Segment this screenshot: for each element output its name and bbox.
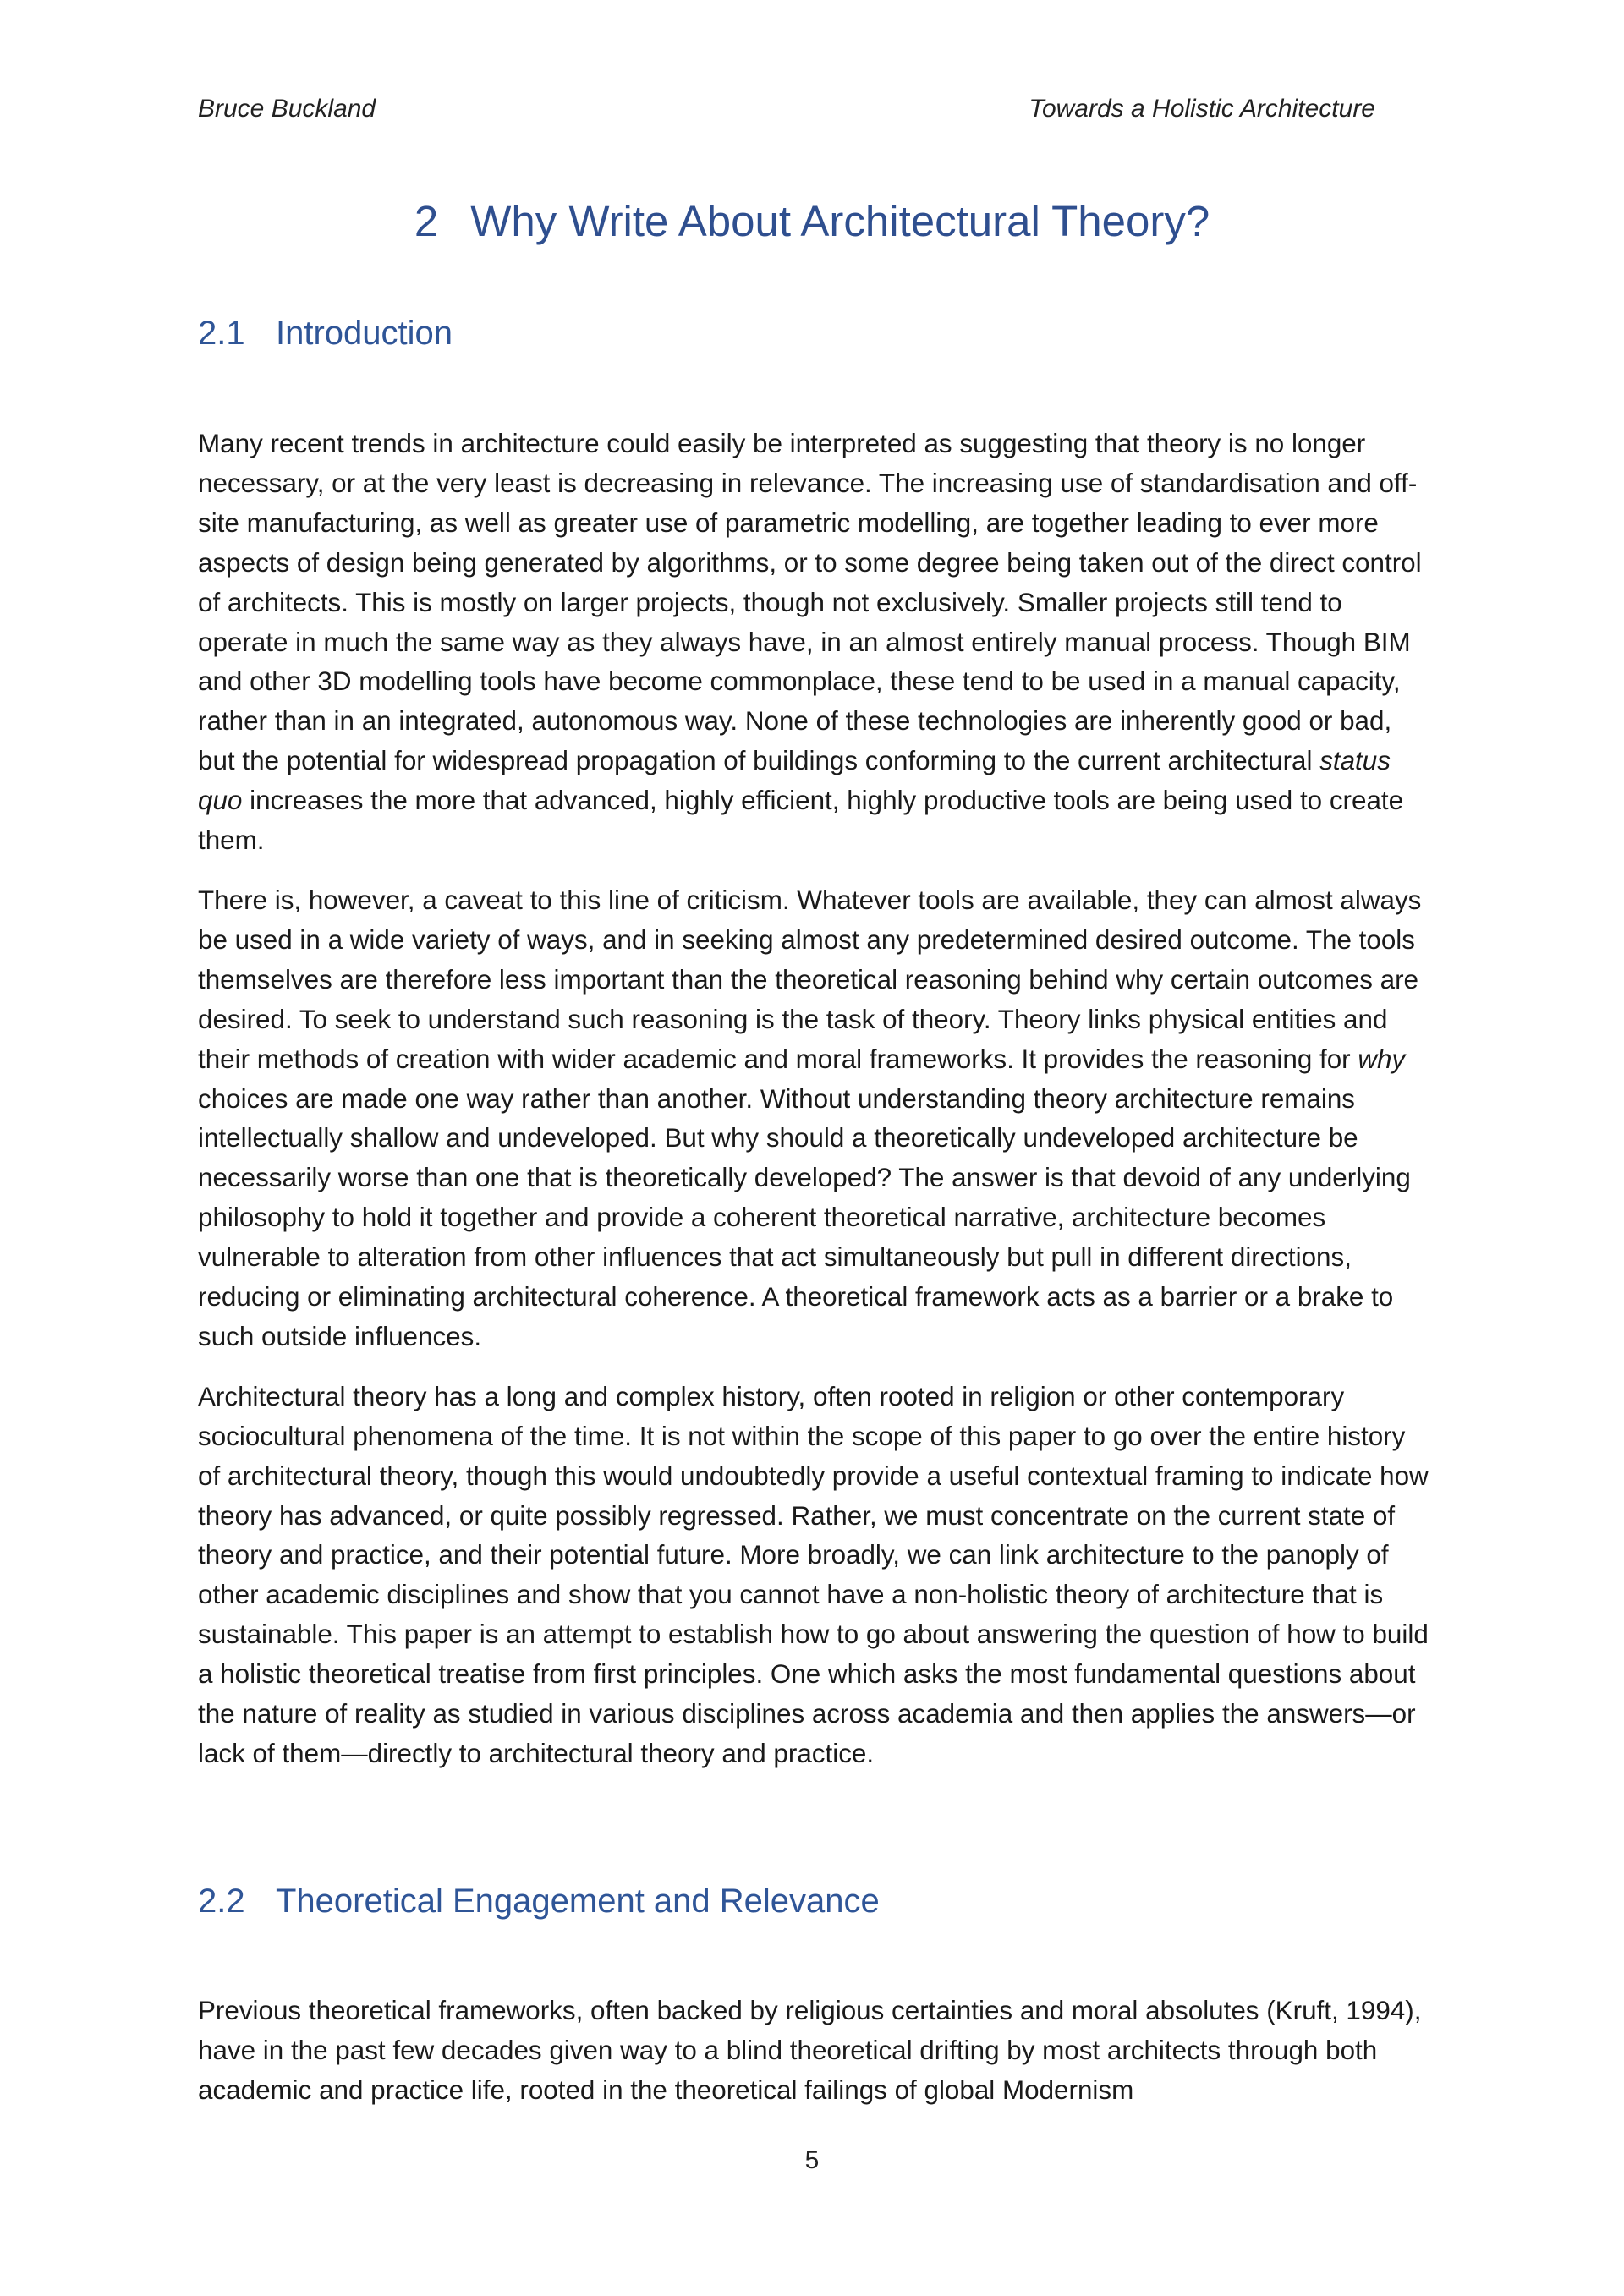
section-title: Theoretical Engagement and Relevance [276, 1882, 880, 1920]
header-book-title: Towards a Holistic Architecture [1029, 95, 1375, 123]
page-number: 5 [804, 2146, 820, 2174]
section-body-theoretical-engagement [198, 1992, 1435, 2131]
paragraph: Many recent trends in architecture could easily be interpreted as suggesting that theory is no longer necessary, or at the very least is decreasing in relevance. The increasing use of standardisation and off-site manufacturing, as well as greater use of parametric modelling, are together leading to ever more aspects of design being generated by algorithms, or to some degree being taken out of the direct control of architects. This is mostly on larger projects, though not exclusively. Smaller projects still tend to operate in much the same way as they always have, in an almost entirely manual process. Though BIM and other 3D modelling tools have become commonplace, these tend to be used in a manual capacity, rather than in an integrated, autonomous way. None of these technologies are inherently good or bad, but the potential for widespread propagation of buildings conforming to the current architectural status quo increases the more that advanced, highly efficient, highly productive tools are being used to create them. [198, 429, 1422, 856]
section-number: 2.1 [198, 315, 245, 352]
emphasis: why [1358, 1044, 1406, 1074]
paragraph: Architectural theory has a long and complex history, often rooted in religion or other contemporary sociocultural phenomena of the time. It is not within the scope of this paper to go over the entire history of architectural theory, though this would undoubtedly provide a useful contextual framing to indicate how theory has advanced, or quite possibly regressed. Rather, we must concentrate on the current state of theory and practice, and their potential future. More broadly, we can link architecture to the panoply of other academic disciplines and show that you cannot have a non-holistic theory of architecture that is sustainable. This paper is an attempt to establish how to go about answering the question of how to build a holistic theoretical treatise from first principles. One which asks the most fundamental questions about the nature of reality as studied in various disciplines across academia and then applies the answers—or lack of them—directly to architectural theory and practice. [198, 1381, 1429, 1768]
section-title: Introduction [276, 315, 453, 352]
header-author: Bruce Buckland [198, 95, 376, 123]
emphasis: status quo [198, 746, 1391, 816]
section-body-introduction [198, 425, 1435, 1795]
chapter-title-text: Why Write About Architectural Theory? [470, 197, 1210, 245]
chapter-title [0, 196, 1624, 246]
chapter-number: 2 [414, 197, 439, 245]
paragraph: Previous theoretical frameworks, often backed by religious certainties and moral absolutes (Kruft, 1994), have in the past few decades given way to a blind theoretical drifting by most architects through both academic and practice life, rooted in the theoretical failings of global Modernism [198, 1996, 1422, 2105]
paragraph: There is, however, a caveat to this line of criticism. Whatever tools are available, they can almost always be used in a wide variety of ways, and in seeking almost any predetermined desired outcome. The tools themselves are therefore less important than the theoretical reasoning behind why certain outcomes are desired. To seek to understand such reasoning is the task of theory. Theory links physical entities and their methods of creation with wider academic and moral frameworks. It provides the reasoning for why choices are made one way rather than another. Without understanding theory architecture remains intellectually shallow and undeveloped. But why should a theoretically undeveloped architecture be necessarily worse than one that is theoretically developed? The answer is that devoid of any underlying philosophy to hold it together and provide a coherent theoretical narrative, architecture becomes vulnerable to alteration from other influences that act simultaneously but pull in different directions, reducing or eliminating architectural coherence. A theoretical framework acts as a barrier or a brake to such outside influences. [198, 885, 1422, 1351]
section-heading-theoretical-engagement [198, 1882, 880, 1921]
section-heading-introduction [198, 315, 453, 353]
section-number: 2.2 [198, 1882, 245, 1920]
